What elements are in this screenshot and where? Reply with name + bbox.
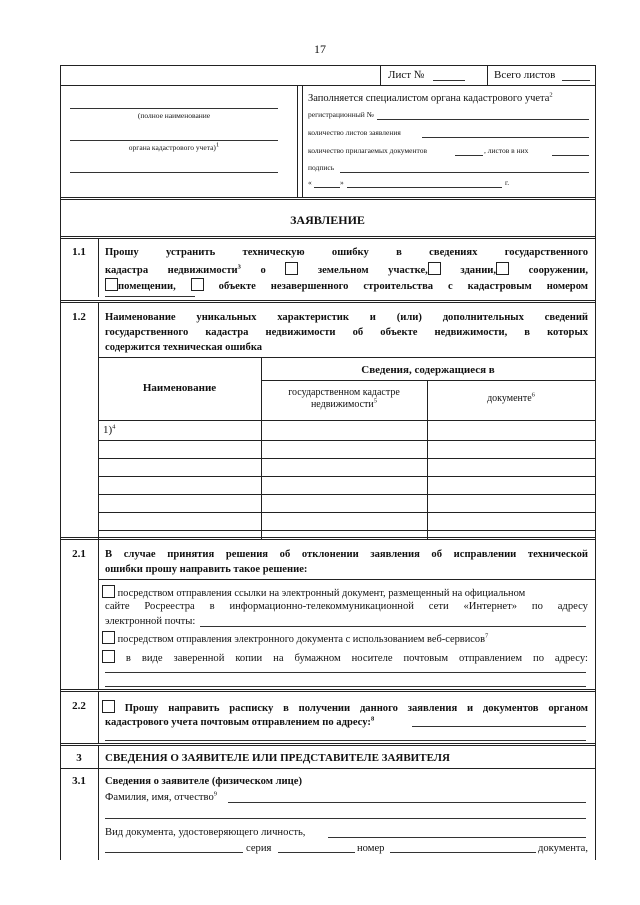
section-1-1-line-1: Прошу устранить техническую ошибку в сведениях государственного: [105, 247, 589, 258]
total-sheets-field[interactable]: [562, 80, 590, 81]
section-1-2-number: 1.2: [72, 311, 86, 323]
number-field[interactable]: [390, 852, 536, 853]
mail-copy-checkbox[interactable]: [102, 650, 115, 663]
total-sheets-label: Всего листов: [494, 69, 556, 81]
docs-count-field[interactable]: [455, 155, 483, 156]
reg-number-label: регистрационный №: [308, 110, 374, 119]
sheet-number-label: Лист №: [388, 69, 425, 81]
column-name-header: Наименование: [142, 382, 217, 394]
date-close: »: [340, 178, 344, 187]
number-label: номер: [357, 843, 385, 854]
section-1-2-line-2: государственного кадастра недвижимости об объекте недвижимости, в которых: [105, 327, 589, 338]
date-day-field[interactable]: [314, 187, 340, 188]
table-row: [98, 530, 595, 531]
structure-checkbox[interactable]: [496, 262, 509, 275]
building-checkbox[interactable]: [428, 262, 441, 275]
full-name-label: Фамилия, имя, отчество$^9$: [105, 790, 218, 803]
column-group-header: Сведения, содержащиеся в: [361, 364, 495, 376]
section-1-1-line-2: кадастра недвижимости$^3$ о земельном участке, здании, сооружении,: [105, 263, 589, 276]
section-1-2-line-3: содержится техническая ошибка: [105, 342, 263, 353]
signature-field[interactable]: [340, 172, 589, 173]
column-document-header: документе$^6$: [487, 391, 535, 404]
date-year-label: г.: [505, 178, 510, 187]
id-document-field[interactable]: [328, 837, 586, 838]
document-title: ЗАЯВЛЕНИЕ: [290, 213, 365, 227]
frame-right: [595, 65, 596, 860]
full-name-field-2[interactable]: [105, 818, 586, 819]
table-row: [98, 494, 595, 495]
section-3-1-number: 3.1: [72, 775, 86, 787]
authority-line-1[interactable]: [70, 108, 278, 109]
section-2-1-line-1: В случае принятия решения об отклонении заявления об исправлении технической: [105, 549, 588, 560]
authority-caption-2: органа кадастрового учета)$^1$: [128, 141, 220, 152]
sheet-number-field[interactable]: [433, 80, 465, 81]
page-number: 17: [314, 42, 326, 56]
web-services-checkbox[interactable]: [102, 631, 115, 644]
date-month-year-field[interactable]: [347, 187, 502, 188]
full-name-field[interactable]: [228, 802, 586, 803]
docs-count-label: количество прилагаемых документов: [308, 146, 427, 155]
docs-sheets-label: , листов в них: [484, 146, 529, 155]
sheets-count-field[interactable]: [422, 137, 589, 138]
receipt-address-field-1[interactable]: [412, 726, 586, 727]
table-row: [98, 512, 595, 513]
option-web-services: посредством отправления электронного документа с использованием веб-сервисов$^7$: [102, 631, 488, 646]
section-2-1-number: 2.1: [72, 548, 86, 560]
frame-top: [60, 65, 595, 66]
table-row-1-label: 1)$^4$: [103, 423, 116, 436]
land-plot-checkbox[interactable]: [285, 262, 298, 275]
option-email-line-1: посредством отправления ссылки на электронный документ, размещенный на официальном: [102, 585, 525, 600]
docs-sheets-field[interactable]: [552, 155, 589, 156]
section-1-1-line-3: помещении, объекте незавершенного строительства с кадастровым номером: [105, 278, 588, 294]
column-cadastre-header: государственном кадастре недвижимости$^5$: [288, 387, 400, 410]
id-document-label: Вид документа, удостоверяющего личность,: [105, 827, 306, 838]
section-1-1-number: 1.1: [72, 246, 86, 258]
signature-label: подпись: [308, 163, 335, 172]
section-2-2-number: 2.2: [72, 700, 86, 712]
section-1-2-line-1: Наименование уникальных характеристик и (или) дополнительных сведений: [105, 312, 589, 323]
authority-line-3[interactable]: [70, 172, 278, 173]
series-field[interactable]: [278, 852, 355, 853]
mail-address-field-1[interactable]: [105, 672, 586, 673]
table-row: [98, 440, 595, 441]
table-row: [98, 476, 595, 477]
option-mail: в виде заверенной копии на бумажном носителе почтовым отправлением по адресу:: [102, 650, 588, 666]
premises-checkbox[interactable]: [105, 278, 118, 291]
section-2-2-line-1: Прошу направить расписку в получении данного заявления и документов органом: [102, 700, 588, 716]
email-address-field[interactable]: [200, 626, 586, 627]
section-3-title: СВЕДЕНИЯ О ЗАЯВИТЕЛЕ ИЛИ ПРЕДСТАВИТЕЛЕ ЗАЯВИТЕЛЯ: [105, 752, 450, 764]
mail-address-field-2[interactable]: [105, 686, 586, 687]
option-email-line-2: сайте Росреестра в информационно-телекоммуникационной сети «Интернет» по адресу: [105, 601, 588, 612]
section-3-number: 3: [76, 752, 82, 764]
cadastral-number-field[interactable]: [105, 296, 195, 297]
sheets-count-label: количество листов заявления: [308, 128, 401, 137]
id-document-field-2[interactable]: [105, 852, 243, 853]
series-label: серия: [246, 843, 272, 854]
section-2-1-line-2: ошибки прошу направить такое решение:: [105, 564, 308, 575]
applicant-title: Сведения о заявителе (физическом лице): [105, 776, 302, 787]
authority-line-2[interactable]: [70, 140, 278, 141]
option-email-line-3: электронной почты:: [105, 616, 196, 627]
receipt-address-field-2[interactable]: [105, 740, 586, 741]
table-row: [98, 458, 595, 459]
section-2-2-line-2: кадастрового учета почтовым отправлением по адресу:$^8$: [105, 715, 375, 728]
unfinished-object-checkbox[interactable]: [191, 278, 204, 291]
email-option-checkbox[interactable]: [102, 585, 115, 598]
authority-caption-1: (полное наименование: [137, 111, 211, 120]
specialist-title: Заполняется специалистом органа кадастрового учета$^2$: [308, 91, 553, 104]
date-open: «: [308, 178, 312, 187]
document-label: документа,: [538, 843, 589, 854]
receipt-checkbox[interactable]: [102, 700, 115, 713]
reg-number-field[interactable]: [377, 119, 589, 120]
frame-left: [60, 65, 61, 860]
